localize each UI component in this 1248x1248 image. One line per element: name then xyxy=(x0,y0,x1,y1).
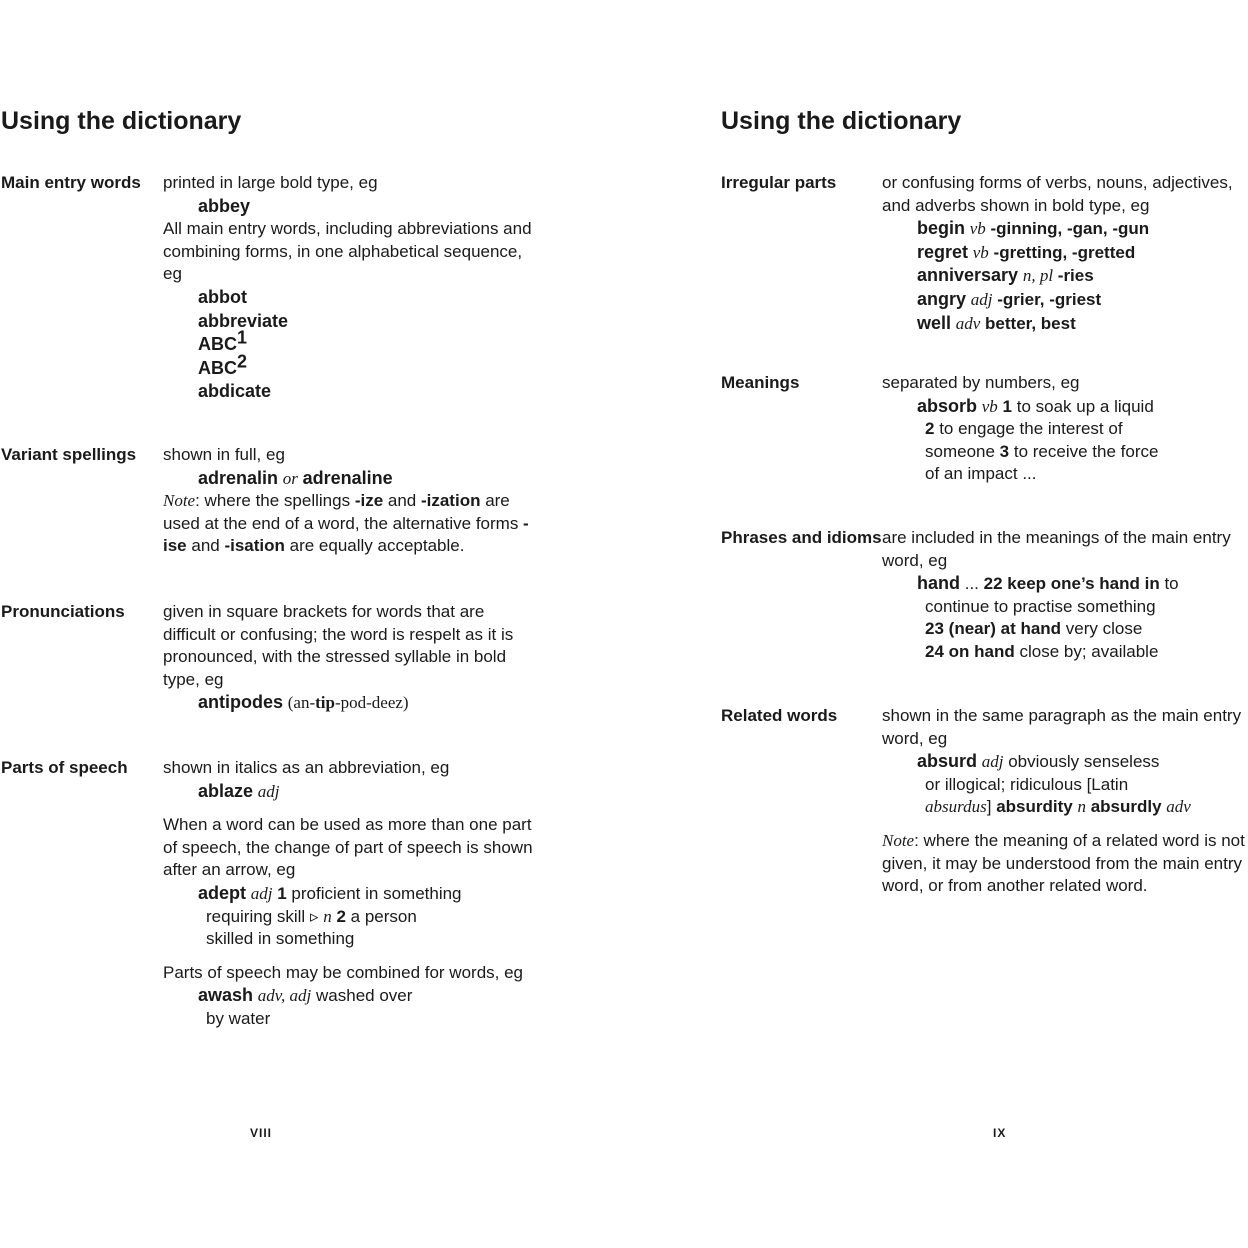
right-page xyxy=(721,0,1248,1248)
term-related-words: Related words xyxy=(721,706,838,725)
pos-label: adj xyxy=(257,781,280,801)
term-variant-spellings: Variant spellings xyxy=(1,445,137,464)
desc-text: shown in full, eg xyxy=(163,445,285,464)
desc-phrases-and-idioms xyxy=(882,527,1244,664)
example-block: absurd adj obviously senseless or illogical; ridiculous [Latin absurdus] absurdity n absurdly adv xyxy=(917,751,1191,817)
example-headword: adept xyxy=(198,882,247,903)
desc-meanings xyxy=(882,372,1244,486)
arrow-icon: ▹ xyxy=(309,906,319,926)
example-block xyxy=(163,467,543,491)
left-page xyxy=(0,0,620,1248)
homograph-number: 2 xyxy=(237,351,248,372)
example-headword: antipodes xyxy=(198,692,284,713)
example-headword: ablaze xyxy=(198,780,254,801)
term-irregular-parts: Irregular parts xyxy=(721,173,837,192)
example-list xyxy=(163,286,543,404)
page-title: Using the dictionary xyxy=(1,107,242,135)
note-text: Note: where the spellings -ize and -ization are used at the end of a word, the alternative forms -ise and -isation are equally acceptable. xyxy=(163,491,529,556)
desc-variant-spellings xyxy=(163,444,543,558)
term-pronunciations: Pronunciations xyxy=(1,602,125,621)
desc-text: All main entry words, including abbreviations and combining forms, in one alphabetical sequence, eg xyxy=(163,219,532,284)
term-main-entry-words: Main entry words xyxy=(1,173,141,192)
example-block: absorb vb 1 to soak up a liquid 2 to engage the interest of someone 3 to receive the force of an impact ... xyxy=(917,395,1159,484)
example-block: adept adj 1 proficient in something requiring skill ▹ n 2 a person skilled in something xyxy=(198,882,462,949)
desc-text: shown in italics as an abbreviation, eg xyxy=(163,758,450,777)
term-parts-of-speech: Parts of speech xyxy=(1,758,128,777)
example-block: awash adv, adj washed over by water xyxy=(198,985,413,1028)
example-list: begin vb -ginning, -gan, -gun regret vb -gretting, -gretted anniversary n, pl -ries angry adj -grier, -griest well adv better, best xyxy=(917,218,1150,333)
page-number: IX xyxy=(993,1126,1007,1140)
desc-text: shown in the same paragraph as the main entry word, eg xyxy=(882,706,1242,748)
example-headword: ABC xyxy=(198,334,237,355)
example-block: hand ... 22 keep one’s hand in to continue to practise something 23 (near) at hand very close 24 on hand close by; available xyxy=(917,573,1179,661)
homograph-number: 1 xyxy=(237,327,248,348)
example-block xyxy=(163,195,543,219)
term-meanings: Meanings xyxy=(721,373,800,392)
desc-parts-of-speech xyxy=(163,757,543,1031)
example-headword: abbreviate xyxy=(198,310,289,331)
example-headword: adrenalin xyxy=(198,467,279,488)
desc-text: Parts of speech may be combined for words, eg xyxy=(163,962,524,982)
desc-text: printed in large bold type, eg xyxy=(163,173,378,192)
desc-related-words xyxy=(882,705,1246,898)
example-headword: awash xyxy=(198,985,254,1006)
term-phrases-and-idioms: Phrases and idioms xyxy=(721,528,882,547)
pronunciation: (an-tip-pod-deez) xyxy=(287,693,409,713)
desc-irregular-parts xyxy=(882,172,1244,335)
example-headword: ABC xyxy=(198,357,237,378)
example-block xyxy=(163,691,538,715)
example-headword: adrenaline xyxy=(302,467,393,488)
or-label: or xyxy=(282,468,298,488)
desc-main-entry-words xyxy=(163,172,543,404)
desc-text: are included in the meanings of the main entry word, eg xyxy=(882,528,1231,570)
desc-text: given in square brackets for words that are difficult or confusing; the word is respelt as it is pronounced, with the stressed syllable in bold type, eg xyxy=(163,602,514,689)
desc-text: separated by numbers, eg xyxy=(882,373,1080,392)
example-block xyxy=(163,780,543,804)
note-text: Note: where the meaning of a related word is not given, it may be understood from the main entry word, or from another related word. xyxy=(882,830,1245,896)
example-headword: abdicate xyxy=(198,381,272,402)
page-number: VIII xyxy=(250,1126,273,1140)
example-headword: abbot xyxy=(198,286,247,307)
desc-text: When a word can be used as more than one part of speech, the change of part of speech is shown after an arrow, eg xyxy=(163,815,533,880)
desc-text: or confusing forms of verbs, nouns, adjectives, and adverbs shown in bold type, eg xyxy=(882,173,1233,215)
example-headword: abbey xyxy=(198,195,251,216)
desc-pronunciations xyxy=(163,601,538,715)
page-title: Using the dictionary xyxy=(721,107,962,135)
